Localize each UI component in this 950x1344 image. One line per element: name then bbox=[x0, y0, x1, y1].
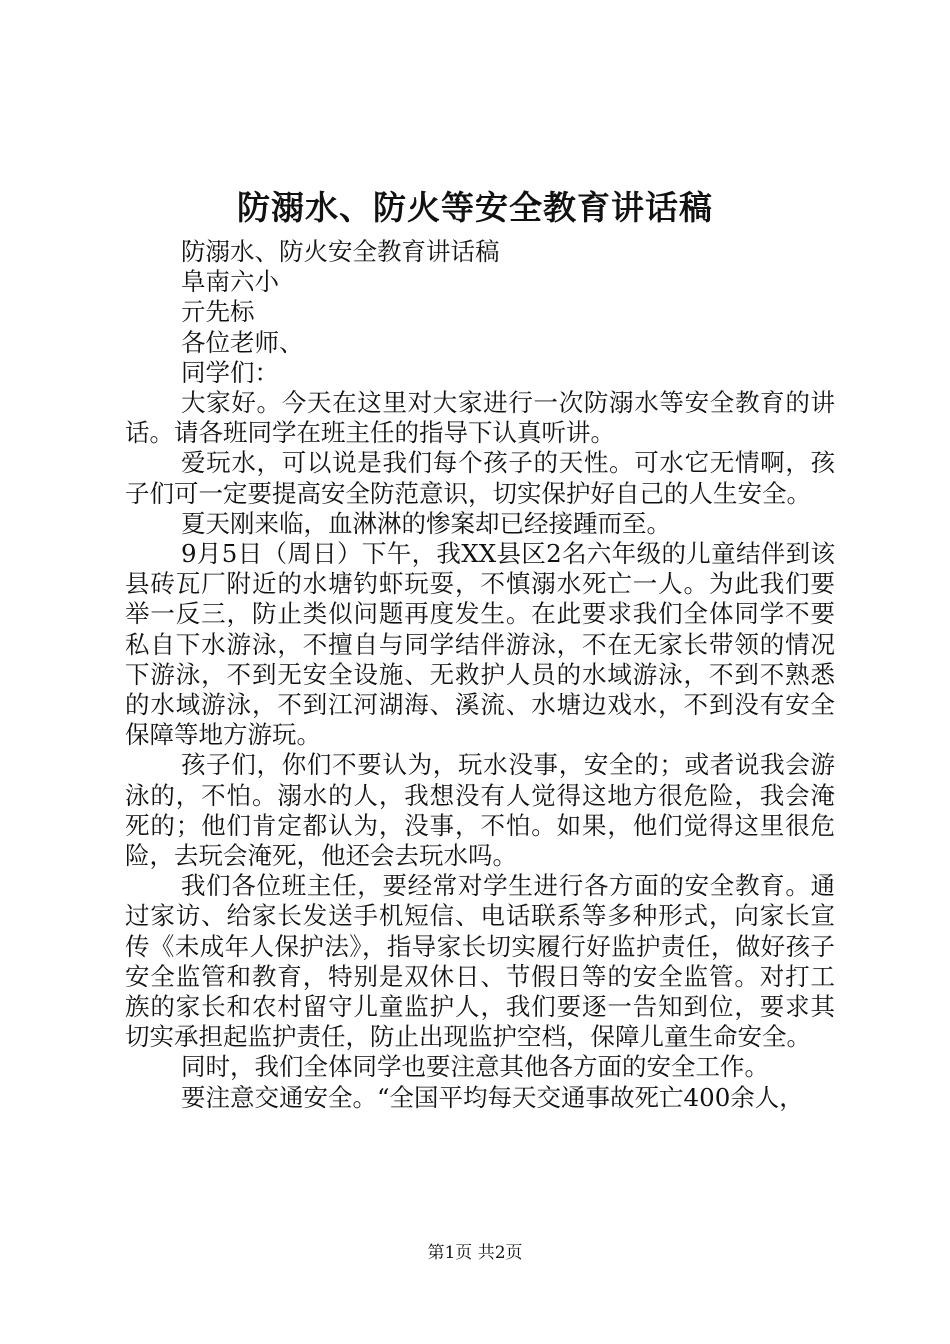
document-body bbox=[125, 237, 835, 1113]
salutation-students: 同学们： bbox=[181, 357, 279, 387]
body-paragraph: 我们各位班主任，要经常对学生进行各方面的安全教育。通过家访、给家长发送手机短信、电话联系等多种形式，向家长宣传《未成年人保护法》，指导家长切实履行好监护责任，做好孩子安全监管和教育，特别是双休日、节假日等的安全监管。对打工族的家长和农村留守儿童监护人，我们要逐一告知到位，要求其切实承担起监护责任，防止出现监护空档，保障儿童生命安全。 bbox=[125, 871, 835, 1052]
document-title: 防溺水、防火等安全教育讲话稿 bbox=[237, 188, 713, 227]
body-paragraph: 大家好。今天在这里对大家进行一次防溺水等安全教育的讲话。请各班同学在班主任的指导下认真听讲。 bbox=[125, 388, 835, 448]
body-paragraph: 夏天刚来临，血淋淋的惨案却已经接踵而至。 bbox=[181, 508, 671, 538]
body-paragraph: 9月5日（周日）下午，我XX县区2名六年级的儿童结伴到该县砖瓦厂附近的水塘钓虾玩耍，不慎溺水死亡一人。为此我们要举一反三，防止类似问题再度发生。在此要求我们全体同学不要私自下水游泳，不擅自与同学结伴游泳，不在无家长带领的情况下游泳，不到无安全设施、无救护人员的水域游泳，不到不熟悉的水域游泳，不到江河湖海、溪流、水塘边戏水，不到没有安全保障等地方游玩。 bbox=[125, 539, 835, 750]
author-name: 亓先标 bbox=[181, 297, 255, 327]
salutation-teachers: 各位老师、 bbox=[181, 327, 304, 357]
body-paragraph: 爱玩水，可以说是我们每个孩子的天性。可水它无情啊，孩子们可一定要提高安全防范意识，切实保护好自己的人生安全。 bbox=[125, 448, 835, 508]
body-paragraph: 要注意交通安全。“全国平均每天交通事故死亡400余人， bbox=[181, 1082, 804, 1112]
school-name: 阜南六小 bbox=[181, 267, 279, 297]
subtitle-line: 防溺水、防火安全教育讲话稿 bbox=[181, 237, 500, 266]
body-paragraph: 孩子们，你们不要认为，玩水没事，安全的；或者说我会游泳的，不怕。溺水的人，我想没有人觉得这地方很危险，我会淹死的；他们肯定都认为，没事，不怕。如果，他们觉得这里很危险，去玩会淹死，他还会去玩水吗。 bbox=[125, 750, 835, 871]
page-footer: 第1页 共2页 bbox=[427, 1243, 523, 1263]
body-paragraph: 同时，我们全体同学也要注意其他各方面的安全工作。 bbox=[181, 1052, 769, 1082]
